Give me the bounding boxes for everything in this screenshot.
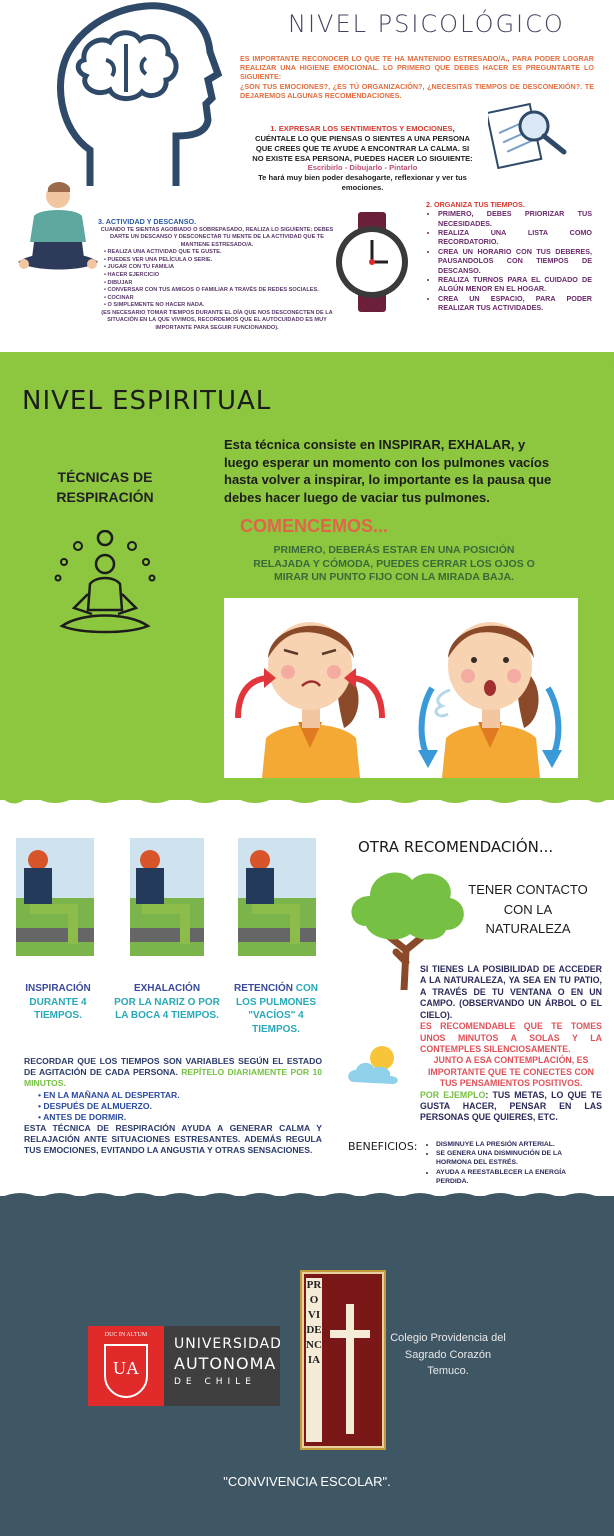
list-item: • JUGAR CON TU FAMILIA — [104, 264, 336, 272]
tecnica-final-text: ESTA TÉCNICA DE RESPIRACIÓN AYUDA A GENERAR CALMA Y RELAJACIÓN ANTE SITUACIONES ESTRESANTES. ADEMÁS REGULA TUS EMOCIONES, EVITANDO LA ANGUSTIA Y OTRAS SENSACIONES. — [24, 1123, 322, 1156]
caption-retencion-text: CON LOS PULMONES "VACÍOS" 4 TIEMPOS. — [235, 983, 318, 1035]
wave-top-divider — [0, 338, 614, 368]
item3-intro: CUANDO TE SIENTAS AGOBIADO O SOBREPASADO, REALIZA LO SIGUIENTE: DEBES DARTE UN DESCANSO Y DESCONECTAR TU MENTE DE LA ACTIVIDAD QUE TE MANTIENE ESTRESADO/A. — [100, 226, 334, 248]
naturaleza-p3: JUNTO A ESA CONTEMPLACIÓN, ES IMPORTANTE QUE TE CONECTES CON TUS PENSAMIENTOS POSITIVOS. — [427, 1055, 594, 1089]
sun-cloud-icon — [346, 1042, 408, 1086]
beneficios-label: BENEFICIOS: — [348, 1140, 418, 1153]
caption-inspiracion-text: DURANTE 4 TIEMPOS. — [29, 996, 87, 1021]
breathing-photo-inhale — [16, 838, 94, 956]
ua-line-1: UNIVERSIDAD — [174, 1336, 282, 1352]
item1-footer: Te hará muy bien poder desahogarte, reflexionar y ver tus emociones. — [258, 173, 467, 193]
caption-inspiracion — [14, 982, 102, 1023]
intro-questions: ¿SON TUS EMOCIONES?, ¿ES TÚ ORGANIZACIÓN?, ¿NECESITAS TIEMPOS DE DESCONEXIÓN?. TE DEJAREMOS ALGUNAS RECOMENDACIONES. — [240, 81, 594, 100]
item-organiza — [426, 200, 592, 312]
naturaleza-p4: : TUS METAS, LO QUE TE GUSTA HACER, PENSAR EN LAS PERSONAS QUE QUIERES, ETC. — [420, 1089, 603, 1123]
caption-exhalacion — [108, 982, 226, 1023]
colegio-name: Colegio Providencia del Sagrado Corazón Temuco. — [390, 1332, 506, 1377]
list-item: • PRIMERO, DEBES PRIORIZAR TUS NECESIDADES. — [438, 209, 592, 228]
recordar-text: RECORDAR QUE LOS TIEMPOS SON VARIABLES SEGÚN EL ESTADO DE AGITACIÓN DE CADA PERSONA. — [24, 1056, 322, 1078]
primero-text: PRIMERO, DEBERÁS ESTAR EN UNA POSICIÓN RELAJADA Y CÓMODA, PUEDES CERRAR LOS OJOS O MIRAR UN PUNTO FIJO CON LA MIRADA BAJA. — [253, 544, 535, 584]
item1-title: EXPRESAR LOS SENTIMIENTOS Y EMOCIONES — [278, 124, 453, 133]
otra-heading: OTRA RECOMENDACIÓN... — [358, 838, 554, 856]
ua-logo-text — [164, 1326, 280, 1406]
beneficios-list — [428, 1140, 578, 1186]
naturaleza-block — [420, 964, 602, 1124]
list-item: • REALIZA UNA ACTIVIDAD QUE TE GUSTE. — [104, 249, 336, 257]
item1-options: Escribirlo - Dibujarlo - Pintarlo — [307, 163, 418, 173]
breathing-photo-exhale — [130, 838, 204, 956]
section-title-espiritual: NIVEL ESPIRITUAL — [22, 386, 272, 416]
cross-vertical — [346, 1304, 354, 1434]
item1-text: , CUÉNTALE LO QUE PIENSAS O SIENTES A UNA PERSONA QUE CREES QUE TE AYUDE A ENCONTRAR LA CALMA. SI NO EXISTE ESA PERSONA, PUEDES HACER LO SIGUIENTE: — [252, 124, 473, 163]
providencia-logo-inner — [304, 1274, 382, 1446]
caption-retencion — [226, 982, 326, 1036]
breathing-photo-retention — [238, 838, 316, 956]
list-item: • AYUDA A REESTABLECER LA ENERGÍA PERDIDA. — [436, 1168, 578, 1186]
ua-initials: UA — [104, 1344, 148, 1398]
caption-retencion-title: RETENCIÓN — [234, 983, 293, 994]
page-title: NIVEL PSICOLÓGICO — [288, 10, 565, 38]
naturaleza-heading: TENER CONTACTO CON LA NATURALEZA — [468, 882, 588, 936]
comencemos-heading: COMENCEMOS... — [240, 516, 389, 536]
ua-motto: DUC IN ALTUM — [104, 1332, 148, 1338]
list-item: • CREA UN HORARIO CON TUS DEBERES, PAUSANDOLOS CON TIEMPOS DE DESCANSO. — [438, 247, 592, 275]
tecnicas-heading: TÉCNICAS DE RESPIRACIÓN — [56, 469, 154, 505]
meditation-icon — [52, 530, 158, 640]
ua-logo-shield — [88, 1326, 164, 1406]
caption-exhalacion-text: POR LA NARIZ O POR LA BOCA 4 TIEMPOS. — [114, 996, 220, 1021]
item-actividad — [98, 217, 336, 332]
list-item: • DIBUJAR — [104, 280, 336, 288]
list-item: • COCINAR — [104, 295, 336, 303]
repitelo-text: REPÍTELO DIARIAMENTE POR 10 MINUTOS. — [24, 1067, 323, 1089]
list-item: • PUEDES VER UNA PELÍCULA O SERIE. — [104, 257, 336, 265]
item1-number: 1. — [270, 124, 277, 133]
watch-icon — [330, 212, 414, 312]
breathing-illustration — [224, 598, 578, 778]
item-expresar — [250, 124, 475, 193]
tecnica-description: Esta técnica consiste en INSPIRAR, EXHALAR, y luego esperar un momento con los pulmones vacíos hasta volver a inspirar, lo importante es la pausa que debes hacer luego de vaciar tus pulmones. — [224, 437, 552, 505]
list-item: • SE GENERA UNA DISMINUCIÓN DE LA HORMONA DEL ESTRÉS. — [436, 1149, 578, 1167]
naturaleza-p1: SI TIENES LA POSIBILIDAD DE ACCEDER A LA NATURALEZA, YA SEA EN TU PATIO, A TRAVÉS DE TU VENTANA O EN UN CAMPO. (OBSERVANDO UN ÁRBOL O EL CIELO). — [420, 964, 602, 1020]
momentos-list — [24, 1090, 322, 1124]
breathing-figures — [224, 598, 578, 778]
item3-title: 3. ACTIVIDAD Y DESCANSO. — [98, 217, 197, 226]
list-item: • EN LA MAÑANA AL DESPERTAR. — [38, 1090, 322, 1101]
cross-horizontal — [330, 1330, 370, 1338]
list-item: • REALIZA TURNOS PARA EL CUIDADO DE ALGÚN MENOR EN EL HOGAR. — [438, 275, 592, 294]
por-ejemplo-label: POR EJEMPLO — [420, 1089, 486, 1100]
ua-line-3: DE CHILE — [174, 1377, 256, 1387]
list-item: • DESPUÉS DE ALMUERZO. — [38, 1101, 322, 1112]
convivencia-text: "CONVIVENCIA ESCOLAR". — [223, 1474, 391, 1489]
item3-note: (ES NECESARIO TOMAR TIEMPOS DURANTE EL DÍA QUE NOS DESCONECTEN DE LA SITUACIÓN EN LA QUE VIVIMOS, RECORDEMOS QUE EL AUTOCUIDADO ES MUY IMPORTANTE PARA SEGUIR FUNCIONANDO). — [101, 309, 333, 331]
head-brain-icon — [30, 0, 230, 186]
list-item: • HACER EJERCICIO — [104, 272, 336, 280]
providencia-letters: PROVIDENCIA — [306, 1278, 322, 1442]
meditating-person-illustration — [14, 180, 100, 280]
intro-text — [240, 54, 594, 100]
item3-list — [98, 249, 336, 309]
list-item: • CONVERSAR CON TUS AMIGOS O FAMILIAR A TRAVÉS DE REDES SOCIALES. — [104, 287, 336, 295]
list-item: • O SIMPLEMENTE NO HACER NADA. — [104, 302, 336, 310]
list-item: • ANTES DE DORMIR. — [38, 1112, 322, 1123]
item2-title: 2. ORGANIZA TUS TIEMPOS. — [426, 200, 525, 209]
intro-paragraph: ES IMPORTANTE RECONOCER LO QUE TE HA MANTENIDO ESTRESADO/A., PARA PODER LOGRAR REALIZAR UNA HIGIENE EMOCIONAL. LO PRIMERO QUE DEBES HACER ES PREGUNTARTE LO SIGUIENTE: — [240, 54, 594, 82]
list-item: • REALIZA UNA LISTA COMO RECORDATORIO. — [438, 228, 592, 247]
caption-inspiracion-title: INSPIRACIÓN — [25, 983, 91, 994]
list-item: • CREA UN ESPACIO, PARA PODER REALIZAR TUS ACTIVIDADES. — [438, 294, 592, 313]
ua-line-2: AUTONOMA — [174, 1354, 277, 1373]
caption-exhalacion-title: EXHALACIÓN — [133, 983, 201, 994]
document-magnifier-icon — [488, 100, 572, 170]
list-item: • DISMINUYE LA PRESIÓN ARTERIAL. — [436, 1140, 578, 1149]
naturaleza-p2: ES RECOMENDABLE QUE TE TOMES UNOS MINUTOS A SOLAS Y LA CONTEMPLES SILENCIOSAMENTE. — [420, 1021, 602, 1054]
footer-wave-divider — [0, 1190, 614, 1206]
item2-list — [426, 209, 592, 312]
wave-bottom-divider — [0, 786, 614, 812]
recordar-block — [24, 1056, 322, 1157]
